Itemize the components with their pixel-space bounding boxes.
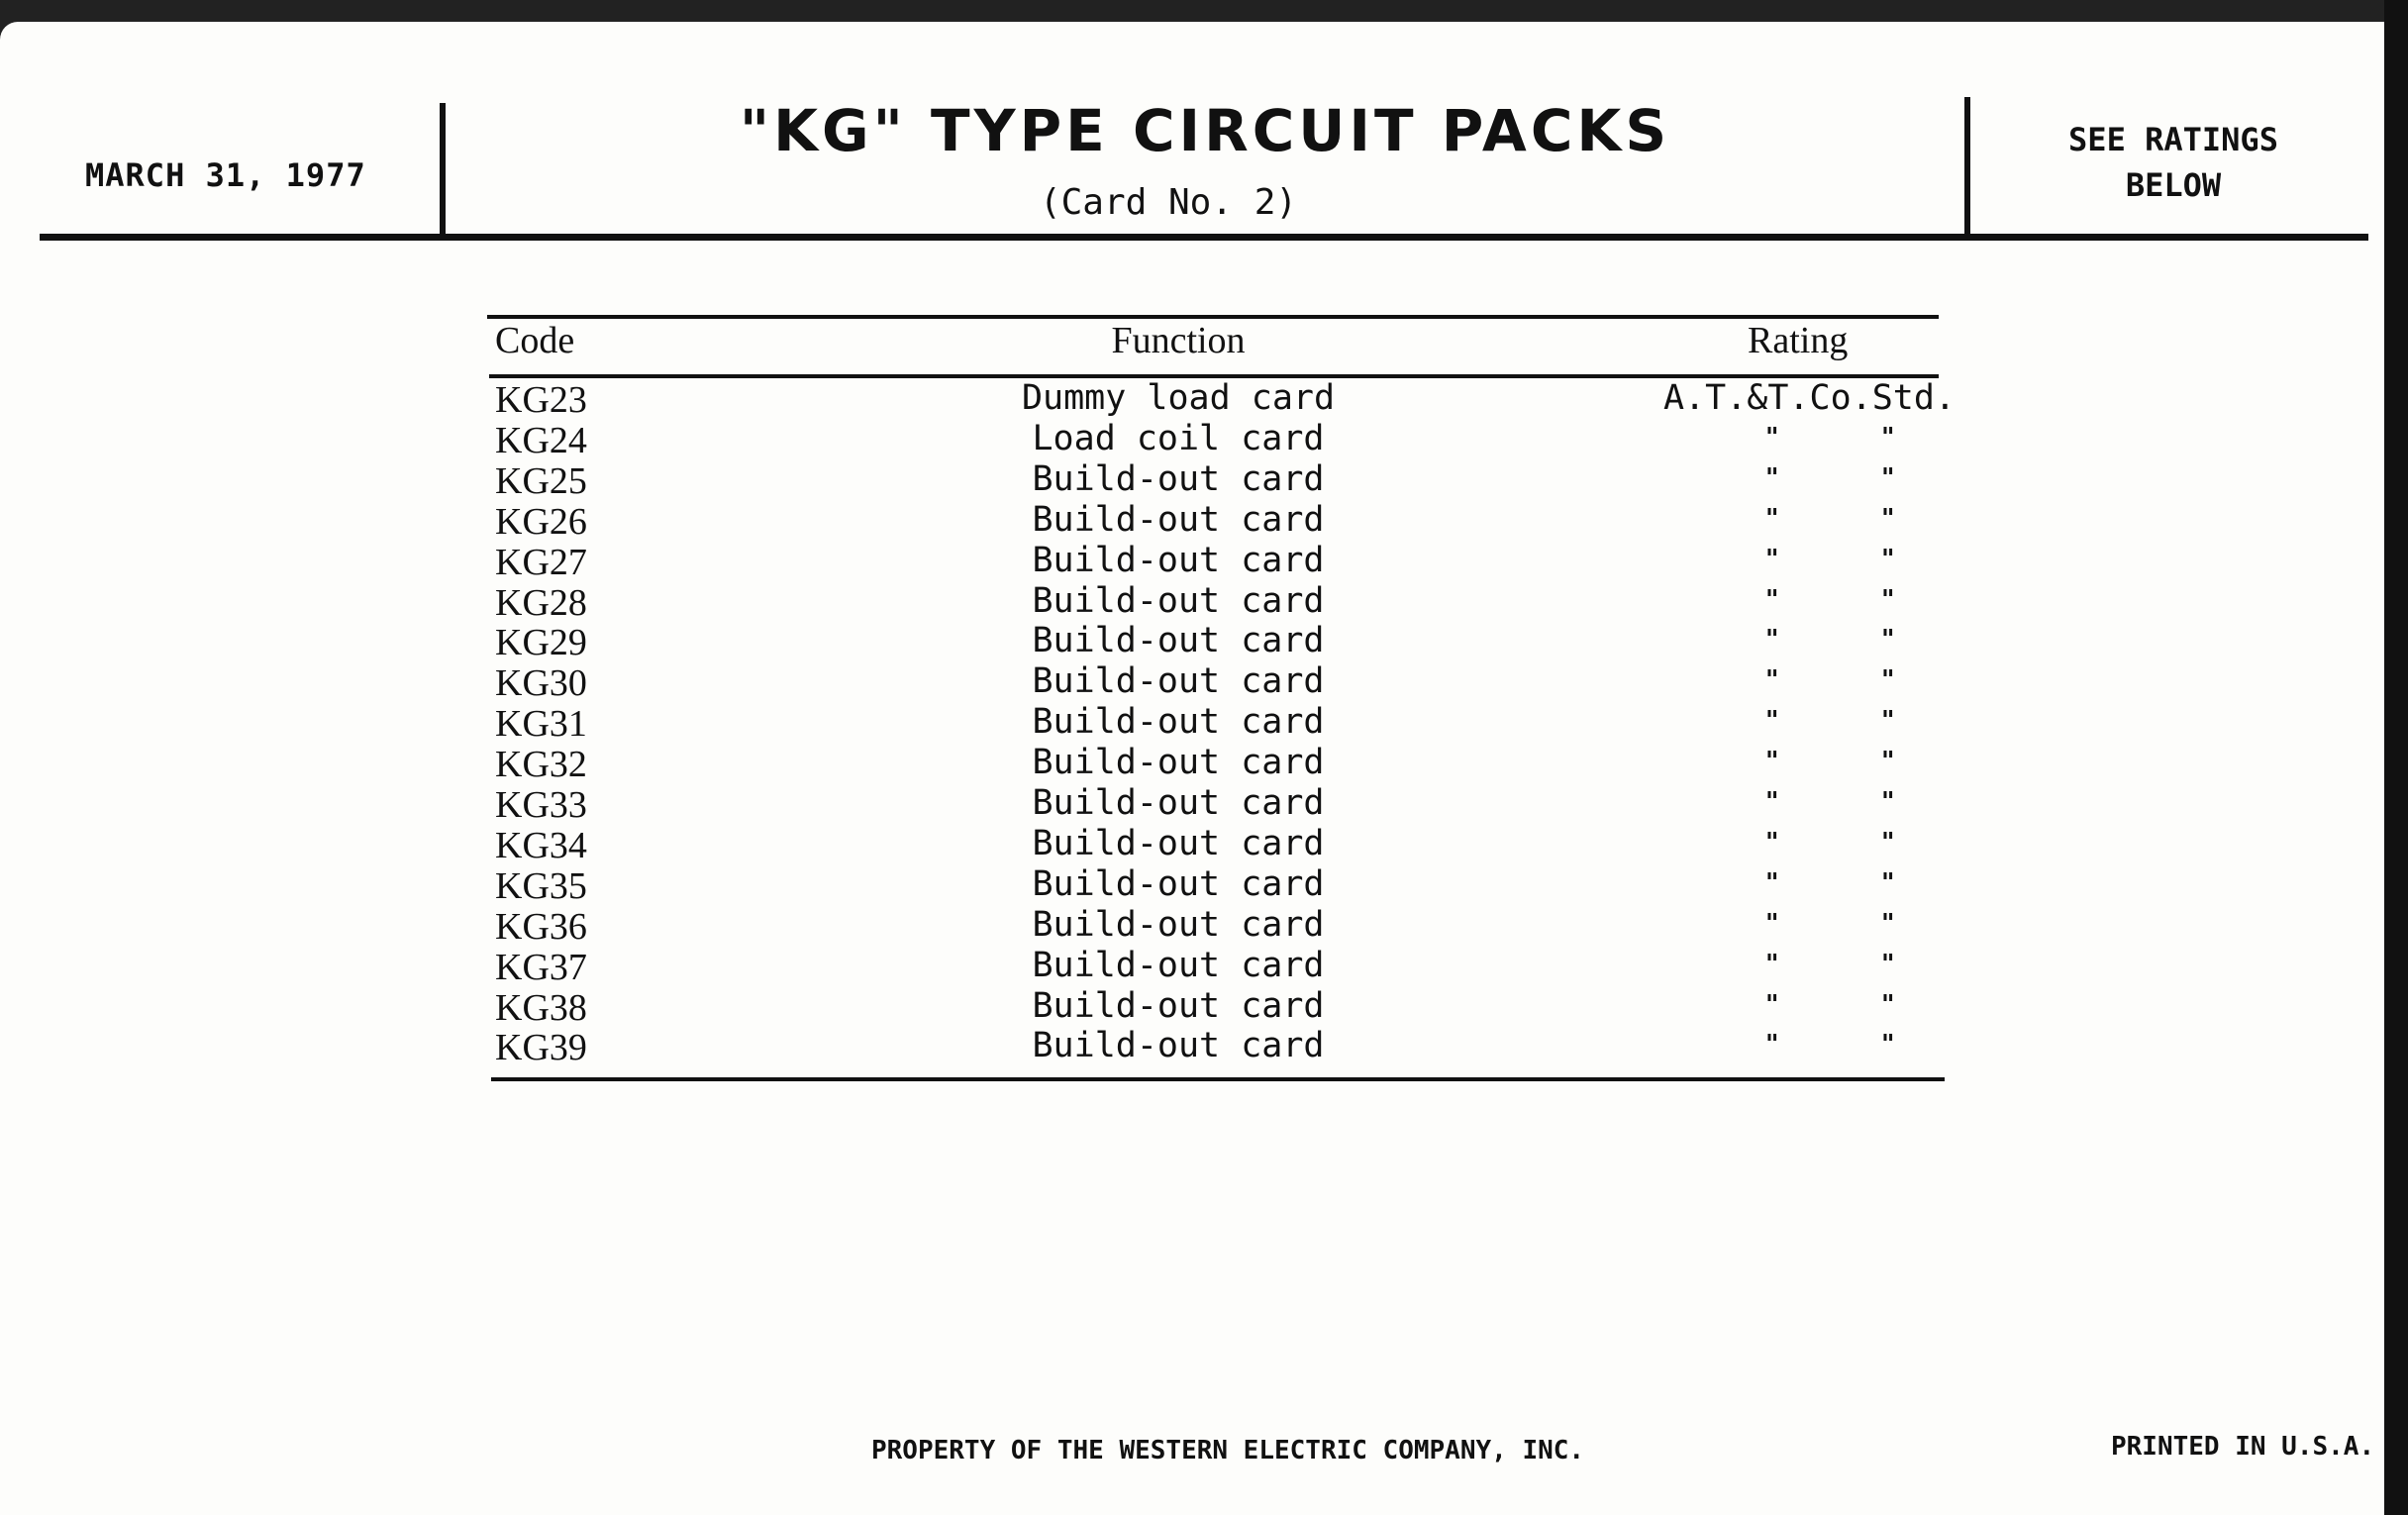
cell-code: KG23	[495, 379, 587, 421]
header-rule	[40, 234, 2368, 241]
cell-code: KG30	[495, 662, 587, 705]
ditto-mark: "	[1881, 584, 1895, 615]
cell-function: Build-out card	[1032, 863, 1325, 904]
ditto-mark: "	[1765, 908, 1779, 939]
table-row	[0, 459, 2384, 500]
cell-function: Build-out card	[1032, 580, 1325, 621]
table-row	[0, 541, 2384, 581]
cell-code: KG33	[495, 784, 587, 826]
ditto-mark: "	[1765, 422, 1779, 453]
cell-function: Build-out card	[1032, 499, 1325, 540]
ditto-mark: "	[1881, 908, 1895, 939]
ditto-mark: "	[1765, 867, 1779, 898]
cell-code: KG32	[495, 744, 587, 786]
cell-code: KG34	[495, 824, 587, 866]
ditto-mark: "	[1881, 665, 1895, 696]
card-subtitle: (Card No. 2)	[1039, 182, 1298, 223]
table-row	[0, 419, 2384, 459]
cell-function: Build-out card	[1032, 743, 1325, 783]
cell-code: KG28	[495, 581, 587, 624]
cell-code: KG25	[495, 459, 587, 502]
table-bottom-rule	[491, 1077, 1945, 1081]
cell-function: Build-out card	[1032, 945, 1325, 985]
ditto-mark: "	[1881, 787, 1895, 817]
ditto-mark: "	[1765, 747, 1779, 777]
table-row	[0, 783, 2384, 824]
table-row	[0, 824, 2384, 864]
ditto-mark: "	[1765, 544, 1779, 574]
cell-function: Build-out card	[1032, 621, 1325, 661]
ditto-mark: "	[1881, 625, 1895, 656]
ditto-mark: "	[1881, 989, 1895, 1020]
table-row	[0, 500, 2384, 541]
ditto-mark: "	[1765, 827, 1779, 858]
ditto-mark: "	[1881, 867, 1895, 898]
cell-function: Build-out card	[1032, 904, 1325, 945]
cell-function: Build-out card	[1032, 985, 1325, 1026]
ditto-mark: "	[1765, 462, 1779, 493]
cell-code: KG24	[495, 419, 587, 461]
cell-function: Build-out card	[1032, 1026, 1325, 1066]
cell-function: Build-out card	[1032, 661, 1325, 702]
ditto-mark: "	[1881, 503, 1895, 534]
cell-function: Build-out card	[1032, 458, 1325, 499]
cell-code: KG26	[495, 500, 587, 543]
table-row	[0, 661, 2384, 705]
ratings-note	[1970, 117, 2376, 208]
ditto-mark: "	[1881, 747, 1895, 777]
table-row	[0, 743, 2384, 786]
cell-rating: A.T.&T.Co.Std.	[1663, 378, 1956, 418]
cell-function: Build-out card	[1032, 702, 1325, 743]
table-row	[0, 864, 2384, 905]
footer-property: PROPERTY OF THE WESTERN ELECTRIC COMPANY, INC.	[871, 1436, 1585, 1465]
cell-code: KG39	[495, 1027, 587, 1069]
ditto-mark: "	[1765, 665, 1779, 696]
ditto-mark: "	[1765, 787, 1779, 817]
table-row	[0, 702, 2384, 746]
ditto-mark: "	[1881, 827, 1895, 858]
table-row	[0, 581, 2384, 622]
ratings-note-line-1: SEE RATINGS	[2068, 121, 2278, 158]
cell-code: KG37	[495, 946, 587, 988]
ditto-mark: "	[1881, 1030, 1895, 1060]
ditto-mark: "	[1881, 422, 1895, 453]
cell-function: Build-out card	[1032, 783, 1325, 823]
scan-right-edge	[2384, 0, 2408, 1515]
table-row	[0, 378, 2384, 419]
table-row	[0, 986, 2384, 1027]
ditto-mark: "	[1881, 462, 1895, 493]
ditto-mark: "	[1765, 625, 1779, 656]
ditto-mark: "	[1765, 584, 1779, 615]
table-row	[0, 946, 2384, 986]
cell-code: KG35	[495, 864, 587, 907]
footer-printed: PRINTED IN U.S.A.	[2111, 1432, 2375, 1462]
cell-function: Build-out card	[1032, 823, 1325, 863]
cell-code: KG27	[495, 541, 587, 583]
table-row	[0, 1026, 2384, 1069]
ratings-note-line-2: BELOW	[2125, 166, 2222, 204]
table-row	[0, 621, 2384, 664]
cell-code: KG36	[495, 905, 587, 948]
ditto-mark: "	[1881, 949, 1895, 979]
ditto-mark: "	[1881, 706, 1895, 737]
cell-code: KG31	[495, 703, 587, 746]
column-header-rating: Rating	[1748, 320, 1849, 361]
card-title: "KG" TYPE CIRCUIT PACKS	[739, 97, 1671, 164]
cell-code: KG29	[495, 622, 587, 664]
table-row	[0, 905, 2384, 946]
cell-function: Dummy load card	[1021, 378, 1336, 418]
cell-function: Load coil card	[1032, 418, 1325, 458]
ditto-mark: "	[1765, 989, 1779, 1020]
card-date: MARCH 31, 1977	[85, 156, 366, 194]
ditto-mark: "	[1881, 544, 1895, 574]
column-header-function: Function	[1111, 320, 1246, 361]
ditto-mark: "	[1765, 706, 1779, 737]
ditto-mark: "	[1765, 949, 1779, 979]
ditto-mark: "	[1765, 503, 1779, 534]
cell-function: Build-out card	[1032, 540, 1325, 580]
column-header-code: Code	[495, 320, 575, 361]
cell-code: KG38	[495, 986, 587, 1029]
ditto-mark: "	[1765, 1030, 1779, 1060]
